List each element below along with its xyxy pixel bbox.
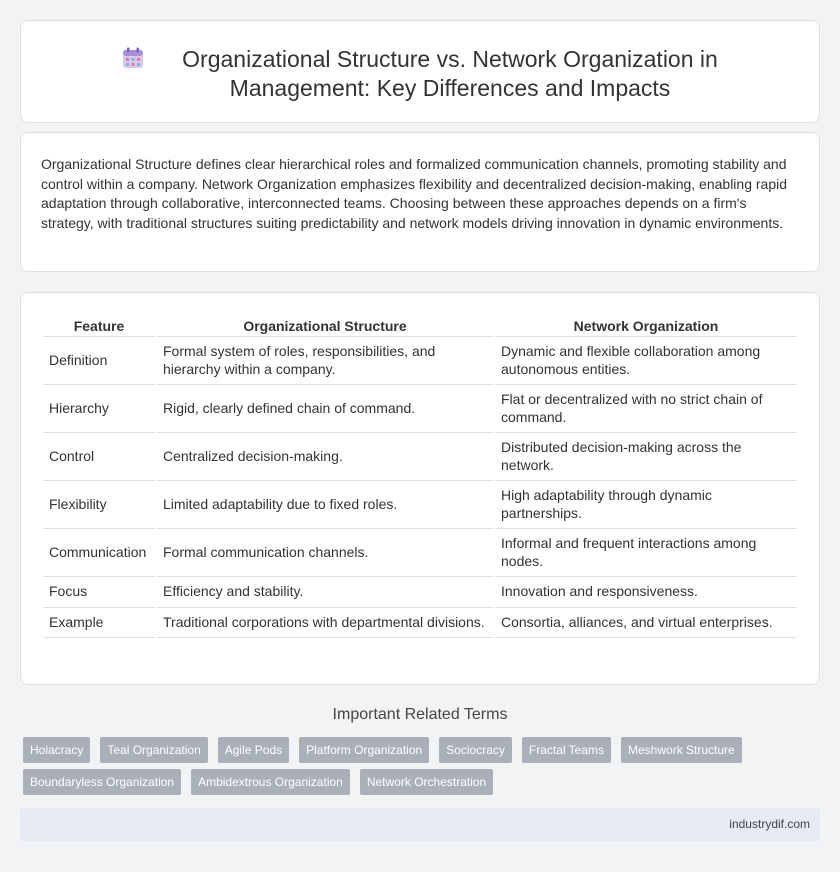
feature-cell: Control: [43, 433, 155, 481]
page-title: Organizational Structure vs. Network Organization in Management: Key Differences and Impacts: [182, 46, 718, 101]
footer-bar: [20, 808, 820, 841]
related-term-tag[interactable]: Network Orchestration: [360, 769, 493, 795]
table-row: [43, 608, 797, 639]
network-organization-cell: Flat or decentralized with no strict chain of command.: [495, 385, 797, 433]
summary-card: [20, 132, 820, 272]
table-row: [43, 337, 797, 385]
feature-cell: Example: [43, 608, 155, 639]
network-organization-cell: High adaptability through dynamic partnerships.: [495, 481, 797, 529]
column-header-network-organization: Network Organization: [495, 315, 797, 337]
table-header-row: [43, 315, 797, 337]
related-term-tag[interactable]: Platform Organization: [299, 737, 429, 763]
feature-cell: Definition: [43, 337, 155, 385]
related-term-tag[interactable]: Teal Organization: [100, 737, 207, 763]
organizational-structure-cell: Centralized decision-making.: [157, 433, 493, 481]
related-terms-heading: Important Related Terms: [332, 706, 508, 723]
related-terms-tags: [20, 737, 780, 795]
related-term-tag[interactable]: Fractal Teams: [522, 737, 611, 763]
organizational-structure-cell: Limited adaptability due to fixed roles.: [157, 481, 493, 529]
related-term-tag[interactable]: Holacracy: [23, 737, 90, 763]
feature-cell: Hierarchy: [43, 385, 155, 433]
summary-text: Organizational Structure defines clear hierarchical roles and formalized communication channels, promoting stability and control within a company. Network Organization emphasizes flexibility and decentralized decision-making, enabling rapid adaptation through collaborative, interconnected teams. Choosing between these approaches depends on a firm's strategy, with traditional structures suiting predictability and network models driving innovation in dynamic environments.: [41, 156, 788, 232]
table-row: [43, 385, 797, 433]
organizational-structure-cell: Traditional corporations with departmental divisions.: [157, 608, 493, 639]
network-organization-cell: Consortia, alliances, and virtual enterprises.: [495, 608, 797, 639]
comparison-table-card: [20, 292, 820, 685]
table-row: [43, 529, 797, 577]
feature-cell: Focus: [43, 577, 155, 608]
column-header-feature: Feature: [43, 315, 155, 337]
column-header-organizational-structure: Organizational Structure: [157, 315, 493, 337]
related-term-tag[interactable]: Ambidextrous Organization: [191, 769, 350, 795]
related-term-tag[interactable]: Sociocracy: [439, 737, 512, 763]
title-card: [20, 20, 820, 123]
table-row: [43, 481, 797, 529]
comparison-table: [41, 315, 799, 638]
feature-cell: Communication: [43, 529, 155, 577]
organizational-structure-cell: Rigid, clearly defined chain of command.: [157, 385, 493, 433]
footer-site-link[interactable]: industrydif.com: [729, 817, 810, 831]
feature-cell: Flexibility: [43, 481, 155, 529]
network-organization-cell: Informal and frequent interactions among nodes.: [495, 529, 797, 577]
network-organization-cell: Dynamic and flexible collaboration among autonomous entities.: [495, 337, 797, 385]
organizational-structure-cell: Efficiency and stability.: [157, 577, 493, 608]
organizational-structure-cell: Formal system of roles, responsibilities, and hierarchy within a company.: [157, 337, 493, 385]
table-row: [43, 577, 797, 608]
related-term-tag[interactable]: Agile Pods: [218, 737, 289, 763]
related-term-tag[interactable]: Meshwork Structure: [621, 737, 742, 763]
table-row: [43, 433, 797, 481]
network-organization-cell: Distributed decision-making across the network.: [495, 433, 797, 481]
network-organization-cell: Innovation and responsiveness.: [495, 577, 797, 608]
related-term-tag[interactable]: Boundaryless Organization: [23, 769, 181, 795]
organizational-structure-cell: Formal communication channels.: [157, 529, 493, 577]
